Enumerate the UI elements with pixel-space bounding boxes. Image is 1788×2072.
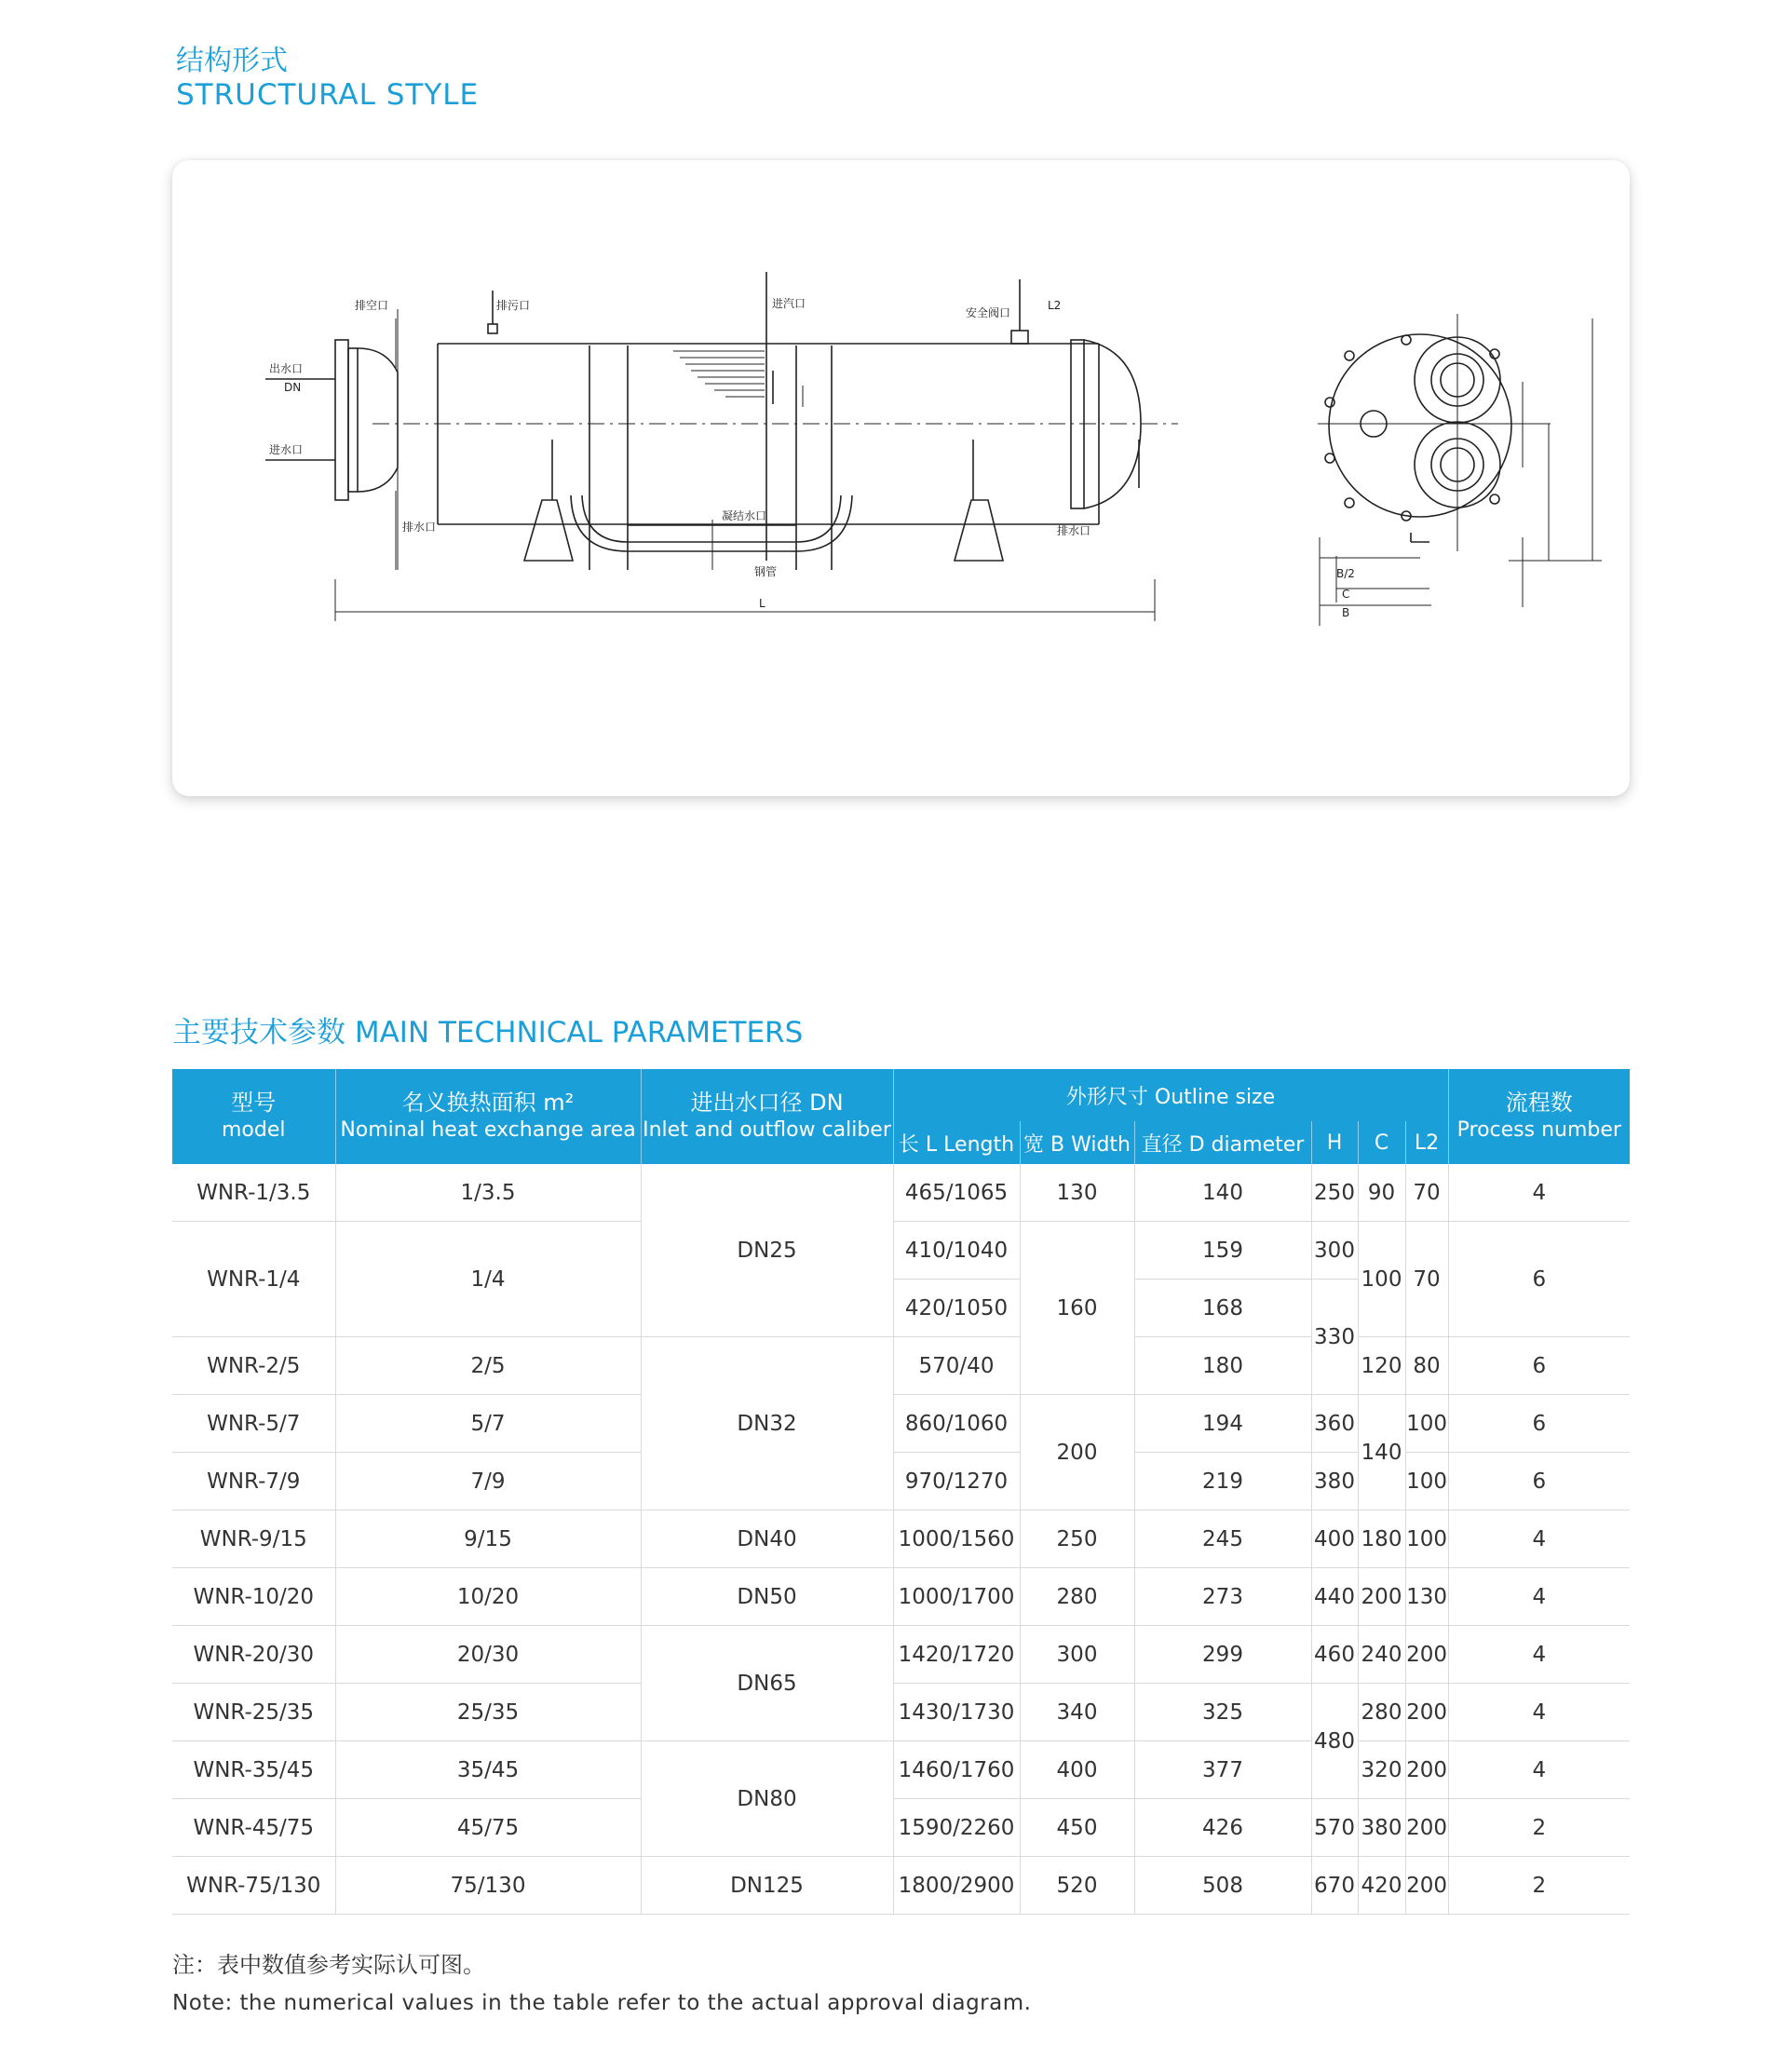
c-cell: 380 (1358, 1799, 1405, 1857)
c-cell: 280 (1358, 1684, 1405, 1741)
dn-cell: DN80 (641, 1741, 893, 1857)
process-cell: 4 (1448, 1741, 1630, 1799)
process-cell: 4 (1448, 1684, 1630, 1741)
model-cell: WNR-1/4 (172, 1222, 335, 1337)
dim-l-label: L (759, 597, 765, 610)
h-cell: 250 (1311, 1164, 1358, 1222)
l2-label: L2 (1048, 299, 1062, 312)
length-cell: 970/1270 (893, 1453, 1020, 1510)
area-header: 名义换热面积 m² Nominal heat exchange area (335, 1069, 641, 1164)
area-cell: 2/5 (335, 1337, 641, 1395)
length-cell: 465/1065 (893, 1164, 1020, 1222)
diameter-cell: 159 (1134, 1222, 1311, 1280)
c-cell: 120 (1358, 1337, 1405, 1395)
note-en: Note: the numerical values in the table refer to the actual approval diagram. (172, 1991, 1032, 2015)
diameter-cell: 426 (1134, 1799, 1311, 1857)
l2-cell: 100 (1405, 1453, 1448, 1510)
length-cell: 410/1040 (893, 1222, 1020, 1280)
process-cell: 4 (1448, 1568, 1630, 1626)
process-cell: 6 (1448, 1453, 1630, 1510)
l2-cell: 200 (1405, 1626, 1448, 1684)
length-header: 长 L Length (893, 1121, 1020, 1164)
area-cell: 1/3.5 (335, 1164, 641, 1222)
diameter-header: 直径 D diameter (1134, 1121, 1311, 1164)
l2-header: L2 (1405, 1121, 1448, 1164)
width-cell: 200 (1020, 1395, 1134, 1510)
process-cell: 4 (1448, 1626, 1630, 1684)
width-cell: 300 (1020, 1626, 1134, 1684)
model-cell: WNR-1/3.5 (172, 1164, 335, 1222)
model-cell: WNR-35/45 (172, 1741, 335, 1799)
h-cell: 440 (1311, 1568, 1358, 1626)
h-cell: 670 (1311, 1857, 1358, 1915)
dn-cell: DN125 (641, 1857, 893, 1915)
water-in-label: 进水口 (269, 443, 304, 456)
c-cell: 90 (1358, 1164, 1405, 1222)
diameter-cell: 325 (1134, 1684, 1311, 1741)
l2-cell: 80 (1405, 1337, 1448, 1395)
drain-right-label: 排水口 (1057, 524, 1091, 537)
diameter-cell: 180 (1134, 1337, 1311, 1395)
table-row (172, 1337, 1630, 1395)
length-cell: 420/1050 (893, 1280, 1020, 1337)
c-cell: 140 (1358, 1395, 1405, 1510)
diameter-cell: 273 (1134, 1568, 1311, 1626)
table-row (172, 1164, 1630, 1222)
h-cell: 400 (1311, 1510, 1358, 1568)
length-cell: 1000/1560 (893, 1510, 1020, 1568)
model-cell: WNR-10/20 (172, 1568, 335, 1626)
length-cell: 1420/1720 (893, 1626, 1020, 1684)
model-cell: WNR-9/15 (172, 1510, 335, 1568)
length-cell: 860/1060 (893, 1395, 1020, 1453)
dn-cell: DN50 (641, 1568, 893, 1626)
diameter-cell: 168 (1134, 1280, 1311, 1337)
safety-valve-label: 安全阀口 (966, 306, 1011, 319)
h-cell: 330 (1311, 1280, 1358, 1395)
dn-header: 进出水口径 DN Inlet and outflow caliber (641, 1069, 893, 1164)
width-cell: 340 (1020, 1684, 1134, 1741)
l2-cell: 100 (1405, 1395, 1448, 1453)
process-cell: 2 (1448, 1857, 1630, 1915)
process-cell: 2 (1448, 1799, 1630, 1857)
parameters-table (172, 1069, 1630, 1915)
table-row (172, 1222, 1630, 1280)
process-cell: 4 (1448, 1510, 1630, 1568)
model-cell: WNR-20/30 (172, 1626, 335, 1684)
width-cell: 450 (1020, 1799, 1134, 1857)
diameter-cell: 508 (1134, 1857, 1311, 1915)
process-header: 流程数 Process number (1448, 1069, 1630, 1164)
table-row (172, 1684, 1630, 1741)
diameter-cell: 377 (1134, 1741, 1311, 1799)
c-cell: 240 (1358, 1626, 1405, 1684)
area-cell: 75/130 (335, 1857, 641, 1915)
l2-cell: 130 (1405, 1568, 1448, 1626)
table-row (172, 1857, 1630, 1915)
l2-cell: 200 (1405, 1741, 1448, 1799)
c-header: C (1358, 1121, 1405, 1164)
note-cn: 注：表中数值参考实际认可图。 (172, 1952, 485, 1978)
width-cell: 250 (1020, 1510, 1134, 1568)
inlet-top-label: 进汽口 (772, 297, 806, 310)
dn-label: DN (284, 381, 302, 394)
model-cell: WNR-45/75 (172, 1799, 335, 1857)
width-header: 宽 B Width (1020, 1121, 1134, 1164)
area-cell: 25/35 (335, 1684, 641, 1741)
l2-cell: 200 (1405, 1684, 1448, 1741)
dn-cell: DN65 (641, 1626, 893, 1741)
area-cell: 20/30 (335, 1626, 641, 1684)
diameter-cell: 140 (1134, 1164, 1311, 1222)
l2-cell: 100 (1405, 1510, 1448, 1568)
length-cell: 1000/1700 (893, 1568, 1020, 1626)
condensate-label: 凝结水口 (722, 509, 767, 522)
structural-title-cn: 结构形式 (176, 45, 288, 77)
table-row (172, 1568, 1630, 1626)
area-cell: 10/20 (335, 1568, 641, 1626)
process-cell: 6 (1448, 1222, 1630, 1337)
area-cell: 1/4 (335, 1222, 641, 1337)
width-cell: 400 (1020, 1741, 1134, 1799)
dn-cell: DN32 (641, 1337, 893, 1510)
area-cell: 45/75 (335, 1799, 641, 1857)
table-row (172, 1395, 1630, 1453)
c-cell: 420 (1358, 1857, 1405, 1915)
h-cell: 570 (1311, 1799, 1358, 1857)
l2-cell: 70 (1405, 1164, 1448, 1222)
h-header: H (1311, 1121, 1358, 1164)
width-cell: 520 (1020, 1857, 1134, 1915)
dim-b2-label: B/2 (1336, 567, 1355, 580)
outline-size-header: 外形尺寸 Outline size (893, 1069, 1448, 1121)
model-cell: WNR-7/9 (172, 1453, 335, 1510)
c-cell: 100 (1358, 1222, 1405, 1337)
model-cell: WNR-2/5 (172, 1337, 335, 1395)
c-cell: 200 (1358, 1568, 1405, 1626)
process-cell: 4 (1448, 1164, 1630, 1222)
width-cell: 280 (1020, 1568, 1134, 1626)
h-cell: 380 (1311, 1453, 1358, 1510)
dn-cell: DN40 (641, 1510, 893, 1568)
length-cell: 1460/1760 (893, 1741, 1020, 1799)
diameter-cell: 245 (1134, 1510, 1311, 1568)
dn-cell: DN25 (641, 1164, 893, 1337)
area-cell: 5/7 (335, 1395, 641, 1453)
width-cell: 130 (1020, 1164, 1134, 1222)
h-cell: 460 (1311, 1626, 1358, 1684)
model-header: 型号 model (172, 1069, 335, 1164)
diameter-cell: 219 (1134, 1453, 1311, 1510)
l2-cell: 70 (1405, 1222, 1448, 1337)
c-cell: 320 (1358, 1741, 1405, 1799)
l2-cell: 200 (1405, 1799, 1448, 1857)
length-cell: 1430/1730 (893, 1684, 1020, 1741)
structural-drawing-card (172, 160, 1630, 796)
l2-cell: 200 (1405, 1857, 1448, 1915)
area-cell: 35/45 (335, 1741, 641, 1799)
table-row (172, 1626, 1630, 1684)
dim-c-label: C (1342, 588, 1350, 601)
steel-pipe-label: 钢管 (754, 565, 778, 578)
dim-b-label: B (1342, 606, 1350, 619)
params-title: 主要技术参数 MAIN TECHNICAL PARAMETERS (172, 1016, 804, 1050)
vent-label: 排空口 (355, 299, 389, 312)
drain-left-label: 排水口 (402, 521, 437, 534)
process-cell: 6 (1448, 1395, 1630, 1453)
model-cell: WNR-25/35 (172, 1684, 335, 1741)
diameter-cell: 299 (1134, 1626, 1311, 1684)
model-cell: WNR-5/7 (172, 1395, 335, 1453)
drain-port-top-label: 排污口 (496, 299, 531, 312)
length-cell: 570/40 (893, 1337, 1020, 1395)
table-row (172, 1799, 1630, 1857)
area-cell: 9/15 (335, 1510, 641, 1568)
table-row (172, 1741, 1630, 1799)
structural-title-en: STRUCTURAL STYLE (176, 78, 480, 112)
h-cell: 300 (1311, 1222, 1358, 1280)
table-row (172, 1510, 1630, 1568)
water-out-label: 出水口 (269, 362, 304, 375)
width-cell: 160 (1020, 1222, 1134, 1395)
heat-exchanger-drawing (172, 160, 1630, 796)
diameter-cell: 194 (1134, 1395, 1311, 1453)
length-cell: 1590/2260 (893, 1799, 1020, 1857)
length-cell: 1800/2900 (893, 1857, 1020, 1915)
h-cell: 360 (1311, 1395, 1358, 1453)
table-row (172, 1453, 1630, 1510)
h-cell: 480 (1311, 1684, 1358, 1799)
c-cell: 180 (1358, 1510, 1405, 1568)
process-cell: 6 (1448, 1337, 1630, 1395)
area-cell: 7/9 (335, 1453, 641, 1510)
model-cell: WNR-75/130 (172, 1857, 335, 1915)
